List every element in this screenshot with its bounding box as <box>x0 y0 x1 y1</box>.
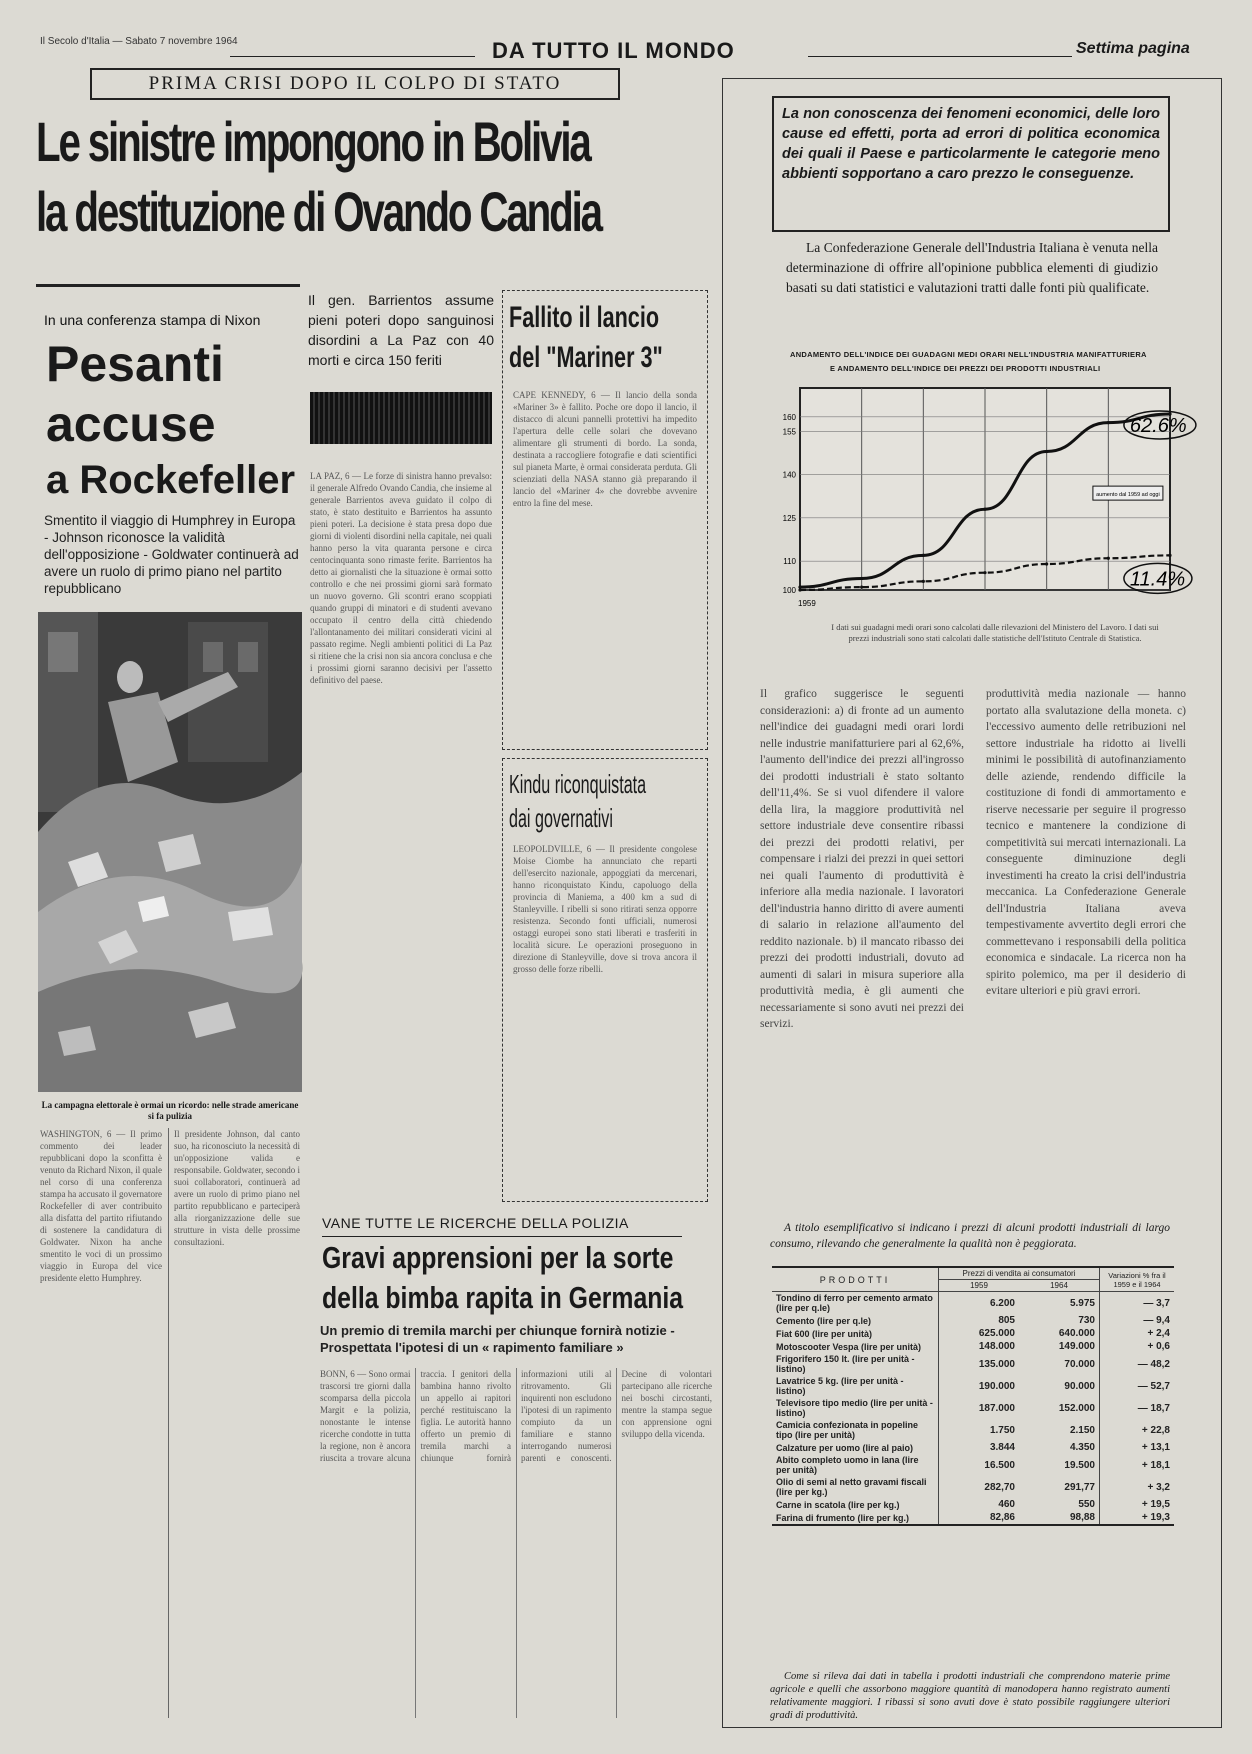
table-cell-v: + 13,1 <box>1100 1441 1175 1454</box>
street-cleanup-photo <box>38 612 302 1092</box>
table-cell-v: + 0,6 <box>1100 1340 1175 1353</box>
table-row <box>772 1454 1174 1476</box>
confindustria-intro-box <box>772 96 1170 232</box>
bimba-deck: Un premio di tremila marchi per chiunque fornirà notizie - Prospettata l'ipotesi di un « rapimento familiare » <box>320 1323 675 1355</box>
mariner-box <box>502 290 708 750</box>
table-row <box>772 1498 1174 1511</box>
table-header-year-a: 1959 <box>970 1281 988 1290</box>
confindustria-col-2: produttività media nazionale — hanno portato alla svalutazione della moneta. c) l'eccessivo aumento delle retribuzioni nel settore industriale ha ridotto ai livelli minimi le possibilità di autofinanziamento delle aziende, rendendo difficile la costituzione di fondi di ammortamento e riserve necessarie per seguire il progresso tecnico e mantenere la condizione di competitività sui mercati internazionali. La conseguente diminuzione degli investimenti ha creato la crisi dell'industria meccanica. La Confederazione Generale dell'Industria Italiana aveva tempestivamente avvertito degli errori che commettevano i responsabili della politica economica e sindacale. La ricerca non ha spirito polemico, ma per il desiderio di evitare ulteriori e più gravi errori. <box>986 688 1186 997</box>
page-label: Settima pagina <box>1076 40 1190 57</box>
chart-point <box>922 554 925 557</box>
table-cell-a: 460 <box>998 1499 1015 1510</box>
table-cell-name: Frigorifero 150 lt. (lire per unità - listino) <box>772 1353 939 1375</box>
chart-point <box>983 508 986 511</box>
kindu-box <box>502 758 708 1202</box>
chart-point <box>983 571 986 574</box>
section-title: DA TUTTO IL MONDO <box>492 38 735 63</box>
bolivia-dark-band <box>310 392 492 444</box>
mariner-body: CAPE KENNEDY, 6 — Il lancio della sonda «Mariner 3» è fallito. Poche ore dopo il lancio, il distacco di alcuni pannelli protettivi ha impedito l'apertura delle celle solari che dovevano alimentare gli strumenti di bordo. La sonda, destinata a raccogliere fotografie e dati scientifici sul pianeta Marte, è ormai considerata perduta. Gli scienziati della NASA stanno già preparando il lancio del «Mariner 4» che dovrebbe avvenire entro la fine del mese. <box>513 390 697 508</box>
bimba-kicker: VANE TUTTE LE RICERCHE DELLA POLIZIA <box>322 1215 629 1231</box>
table-row <box>772 1327 1174 1340</box>
rockefeller-title-3: a Rockefeller <box>46 458 296 502</box>
rockefeller-title-1: Pesanti <box>46 336 224 392</box>
table-cell-v: — 3,7 <box>1100 1292 1175 1315</box>
table-header-year-b: 1964 <box>1050 1281 1068 1290</box>
bimba-title-1: Gravi apprensioni per la sorte <box>322 1240 674 1275</box>
table-cell-b: 5.975 <box>1069 1297 1095 1309</box>
mariner-title-2: del "Mariner 3" <box>509 341 663 374</box>
table-cell-a: 148.000 <box>978 1341 1015 1352</box>
table-cell-b: 2.150 <box>1069 1424 1095 1436</box>
bolivia-kicker-box <box>90 68 620 100</box>
table-cell-name: Tondino di ferro per cemento armato (lire per q.le) <box>772 1292 939 1315</box>
rockefeller-kicker: In una conferenza stampa di Nixon <box>44 312 261 328</box>
table-cell-a: 6.200 <box>989 1297 1015 1309</box>
table-header-product: PRODOTTI <box>772 1267 939 1292</box>
table-row <box>772 1314 1174 1327</box>
chart-point <box>860 577 863 580</box>
chart-x-tick-label: 1959 <box>798 599 816 608</box>
table-row <box>772 1375 1174 1397</box>
chart-point <box>798 586 801 589</box>
chart-point <box>1045 562 1048 565</box>
table-cell-v: — 48,2 <box>1100 1353 1175 1375</box>
table-row <box>772 1476 1174 1498</box>
table-cell-v: + 18,1 <box>1100 1454 1175 1476</box>
table-header-prices: Prezzi di vendita ai consumatori <box>939 1267 1100 1280</box>
mariner-title-1: Fallito il lancio <box>509 301 660 334</box>
table-cell-b: 291,77 <box>1064 1481 1095 1493</box>
table-cell-a: 1.750 <box>989 1424 1015 1436</box>
table-cell-name: Fiat 600 (lire per unità) <box>772 1327 939 1340</box>
table-cell-v: + 19,3 <box>1100 1511 1175 1525</box>
table-cell-name: Abito completo uomo in lana (lire per unità) <box>772 1454 939 1476</box>
bolivia-body: LA PAZ, 6 — Le forze di sinistra hanno prevalso: il generale Alfredo Ovando Candia, che insieme al generale Barrientos aveva guidato il colpo di stato, è stato destituito e Barrientos ha assunto pieni poteri. La decisione è stata presa dopo due giorni di violenti disordini nella capitale, nei quali hanno perso la vita quaranta persone e circa centocinquanta sono rimaste ferite. Barrientos ha detto ai giornalisti che la situazione è ormai sotto controllo e che nei prossimi giorni sarà formato un nuovo governo. Gli scontri erano scoppiati quando gruppi di minatori e di studenti avevano occupato il centro della città chiedendo l'allontanamento dei militari considerati vicini al passato regime. Negli ambienti politici di La Paz si ritiene che la crisi non sia ancora conclusa e che i prossimi giorni saranno decisivi per l'assetto definitivo del paese. <box>310 471 492 685</box>
chart-point <box>1168 554 1171 557</box>
bolivia-rule <box>36 284 300 287</box>
rockefeller-title-2: accuse <box>46 396 216 452</box>
bimba-kicker-rule <box>322 1236 682 1237</box>
masthead-date: Il Secolo d'Italia — Sabato 7 novembre 1964 <box>40 36 238 47</box>
bolivia-subhead: Il gen. Barrientos assume pieni poteri dopo sanguinosi disordini a La Paz con 40 morti e circa 150 feriti <box>308 292 494 368</box>
chart-subtitle: E ANDAMENTO DELL'INDICE DEI PREZZI DEI PRODOTTI INDUSTRIALI <box>830 364 1101 373</box>
table-cell-b: 730 <box>1078 1315 1095 1326</box>
table-cell-a: 3.844 <box>989 1442 1015 1453</box>
chart-y-tick-label: 140 <box>782 470 796 480</box>
bolivia-kicker: PRIMA CRISI DOPO IL COLPO DI STATO <box>148 73 562 94</box>
kindu-title-1: Kindu riconquistata <box>509 769 647 799</box>
rockefeller-col-rule <box>168 1128 169 1718</box>
rockefeller-deck: Smentito il viaggio di Humphrey in Europa - Johnson riconosce la validità dell'opposizione - Goldwater continuerà ad avere un ruolo di primo piano nel partito repubblicano <box>44 513 299 596</box>
bimba-body: BONN, 6 — Sono ormai trascorsi tre giorni dalla scomparsa della piccola Margit e la polizia, nonostante le intense ricerche condotte in tutta la regione, non è ancora riuscita a trovare alcuna traccia. I genitori della bambina hanno rivolto un appello ai rapitori perché restituiscano la figlia. Le autorità hanno offerto un premio di tremila marchi a chiunque fornirà informazioni utili al ritrovamento. Gli inquirenti non escludono l'ipotesi di un rapimento compiuto da un familiare e stanno interrogando numerosi parenti e conoscenti. Decine di volontari partecipano alle ricerche nei boschi circostanti, mentre la stampa segue con apprensione ogni sviluppo della vicenda. <box>320 1369 712 1463</box>
chart-y-tick-label: 125 <box>782 513 796 523</box>
table-cell-b: 152.000 <box>1058 1402 1095 1414</box>
chart-title: ANDAMENTO DELL'INDICE DEI GUADAGNI MEDI ORARI NELL'INDUSTRIA MANIFATTURIERA <box>790 350 1147 359</box>
chart-point <box>1045 450 1048 453</box>
table-cell-a: 625.000 <box>978 1328 1015 1339</box>
table-cell-v: — 9,4 <box>1100 1314 1175 1327</box>
table-cell-a: 16.500 <box>984 1459 1015 1471</box>
table-cell-a: 282,70 <box>984 1481 1015 1493</box>
confindustria-statement: La Confederazione Generale dell'Industria Italiana è venuta nella determinazione di offrire all'opinione pubblica elementi di giudizio basati su dati statistici e valutazioni tratti dalle fonti più qualificate. <box>786 240 1158 295</box>
table-header-variation: Variazioni % fra il 1959 e il 1964 <box>1100 1267 1175 1292</box>
table-cell-name: Cemento (lire per q.le) <box>772 1314 939 1327</box>
annotation-prices-increase: 11.4% <box>1129 568 1186 591</box>
table-cell-v: + 19,5 <box>1100 1498 1175 1511</box>
table-cell-a: 82,86 <box>989 1512 1015 1523</box>
chart-point <box>798 588 801 591</box>
rockefeller-body-b: Il presidente Johnson, dal canto suo, ha riconosciuto la necessità di un'opposizione valida e responsabile. Goldwater, secondo i suoi collaboratori, continuerà ad avere un ruolo di primo piano nel partito repubblicano e parteciperà alla riorganizzazione delle sue strutture in vista delle prossime consultazioni. <box>174 1129 300 1247</box>
bimba-title-2: della bimba rapita in Germania <box>322 1280 684 1315</box>
chart-point <box>860 586 863 589</box>
wages-prices-chart <box>770 382 1187 612</box>
table-intro: A titolo esemplificativo si indicano i prezzi di alcuni prodotti industriali di largo consumo, rilevando che generalmente la qualità non è peggiorata. <box>770 1222 1170 1250</box>
chart-point <box>1107 557 1110 560</box>
chart-point <box>1107 421 1110 424</box>
price-table <box>772 1266 1174 1526</box>
chart-y-tick-label: 110 <box>783 557 796 567</box>
table-row <box>772 1292 1174 1315</box>
table-cell-v: + 2,4 <box>1100 1327 1175 1340</box>
table-cell-a: 135.000 <box>978 1358 1015 1370</box>
table-row <box>772 1340 1174 1353</box>
table-row <box>772 1353 1174 1375</box>
table-cell-v: + 22,8 <box>1100 1419 1175 1441</box>
rockefeller-body-a: WASHINGTON, 6 — Il primo commento dei leader repubblicani dopo la sconfitta è venuto da Richard Nixon, il quale nel corso di una conferenza stampa ha accusato il governatore Rockefeller di aver contribuito alla disfatta del partito rifiutando di sostenere la candidatura di Goldwater. Nixon ha anche smentito le voci di un prossimo viaggio in Europa del vice presidente eletto Humphrey. <box>40 1129 162 1283</box>
table-cell-b: 640.000 <box>1058 1328 1095 1339</box>
photo-illustration <box>38 612 302 1092</box>
masthead-rule-left <box>230 56 475 57</box>
chart-y-tick-label: 160 <box>782 412 796 422</box>
table-cell-b: 149.000 <box>1058 1341 1095 1352</box>
table-cell-b: 90.000 <box>1064 1380 1095 1392</box>
table-cell-v: — 52,7 <box>1100 1375 1175 1397</box>
confindustria-col-1: Il grafico suggerisce le seguenti considerazioni: a) di fronte ad un aumento nell'indice dei guadagni medi orari lordi nelle industrie manifatturiere pari al 62,6%, l'aumento dell'indice dei prezzi all'ingrosso dei prodotti industriali è stato soltanto dell'11,4%. Se si vuol difendere il valore della lira, la maggiore produttività nel settore industriale deve consentire ribassi dei prezzi dei prodotti relativi, per compensare i rialzi dei prezzi in quei settori nei quali l'aumento di produttività è inferiore alla media nazionale. I lavoratori dell'industria hanno diritto di avere aumenti di salario in relazione all'aumento del reddito nazionale. b) il mancato ribasso dei prezzi dei prodotti industriali, dovuto ad aumenti di salari in misura superiore alla produttività media, è gli aumenti che necessariamente si sono avuti nei prezzi dei servizi. <box>760 688 964 1030</box>
table-cell-name: Televisore tipo medio (lire per unità - listino) <box>772 1397 939 1419</box>
table-cell-v: — 18,7 <box>1100 1397 1175 1419</box>
bolivia-headline-2: la destituzione di Ovando Candia <box>36 180 601 243</box>
table-cell-name: Farina di frumento (lire per kg.) <box>772 1511 939 1525</box>
chart-legend-label: aumento dal 1959 ad oggi <box>1096 492 1160 499</box>
table-row <box>772 1397 1174 1419</box>
table-cell-a: 187.000 <box>978 1402 1015 1414</box>
photo-caption: La campagna elettorale è ormai un ricordo: nelle strade americane si fa pulizia <box>41 1100 299 1121</box>
table-cell-b: 4.350 <box>1069 1442 1095 1453</box>
table-cell-a: 190.000 <box>978 1380 1015 1392</box>
table-row <box>772 1441 1174 1454</box>
annotation-wages-increase: 62.6% <box>1129 414 1187 437</box>
table-row <box>772 1419 1174 1441</box>
table-cell-name: Carne in scatola (lire per kg.) <box>772 1498 939 1511</box>
chart-caption: I dati sui guadagni medi orari sono calcolati dalle rilevazioni del Ministero del Lavoro. I dati sui prezzi industriali sono stati calcolati dalle statistiche dell'Istituto Centrale di Statistica. <box>831 622 1159 643</box>
table-cell-b: 550 <box>1078 1499 1095 1510</box>
table-row <box>772 1511 1174 1525</box>
table-cell-b: 70.000 <box>1064 1358 1095 1370</box>
kindu-body: LEOPOLDVILLE, 6 — Il presidente congolese Moise Ciombe ha annunciato che reparti dell'esercito nazionale, appoggiati da mercenari, hanno riconquistato Kindu, capoluogo della provincia di Maniema, a 400 km a sud di Stanleyville. I ribelli si sono ritirati senza opporre resistenza. Secondo fonti ufficiali, numerosi ostaggi europei sono stati liberati e trasferiti in località sicure. Le operazioni proseguono in direzione di Stanleyville, dove si trova ancora il grosso delle forze ribelli. <box>513 844 697 974</box>
price-table-wrap <box>772 1266 1174 1666</box>
table-cell-name: Olio di semi al netto gravami fiscali (lire per kg.) <box>772 1476 939 1498</box>
confindustria-intro: La non conoscenza dei fenomeni economici, delle loro cause ed effetti, porta ad errori di politica economica dei quali il Paese e particolarmente le categorie meno abbienti sopportano a caro prezzo le conseguenze. <box>782 106 1160 182</box>
table-cell-name: Lavatrice 5 kg. (lire per unità - listino) <box>772 1375 939 1397</box>
table-cell-v: + 3,2 <box>1100 1476 1175 1498</box>
bolivia-headline-1: Le sinistre impongono in Bolivia <box>36 110 590 173</box>
chart-y-tick-label: 100 <box>782 586 796 595</box>
bolivia-headline-block <box>36 112 726 272</box>
table-cell-a: 805 <box>998 1315 1015 1326</box>
table-footnote: Come si rileva dai dati in tabella i prodotti industriali che comprendono materie prime agricole e quelli che assorbono maggiore quantità di manodopera hanno registrato aumenti relativamente maggiori. I ribassi si sono avuti dove è stato possibile raggiungere ulteriori gradi di produttività. <box>770 1671 1170 1721</box>
chart-y-tick-label: 155 <box>782 427 796 437</box>
table-cell-b: 98,88 <box>1069 1512 1095 1523</box>
table-cell-name: Camicia confezionata in popeline tipo (lire per unità) <box>772 1419 939 1441</box>
table-cell-name: Calzature per uomo (lire al paio) <box>772 1441 939 1454</box>
table-cell-name: Motoscooter Vespa (lire per unità) <box>772 1340 939 1353</box>
masthead-rule-right <box>808 56 1072 57</box>
chart-point <box>922 580 925 583</box>
kindu-title-2: dai governativi <box>509 803 613 833</box>
table-cell-b: 19.500 <box>1064 1459 1095 1471</box>
